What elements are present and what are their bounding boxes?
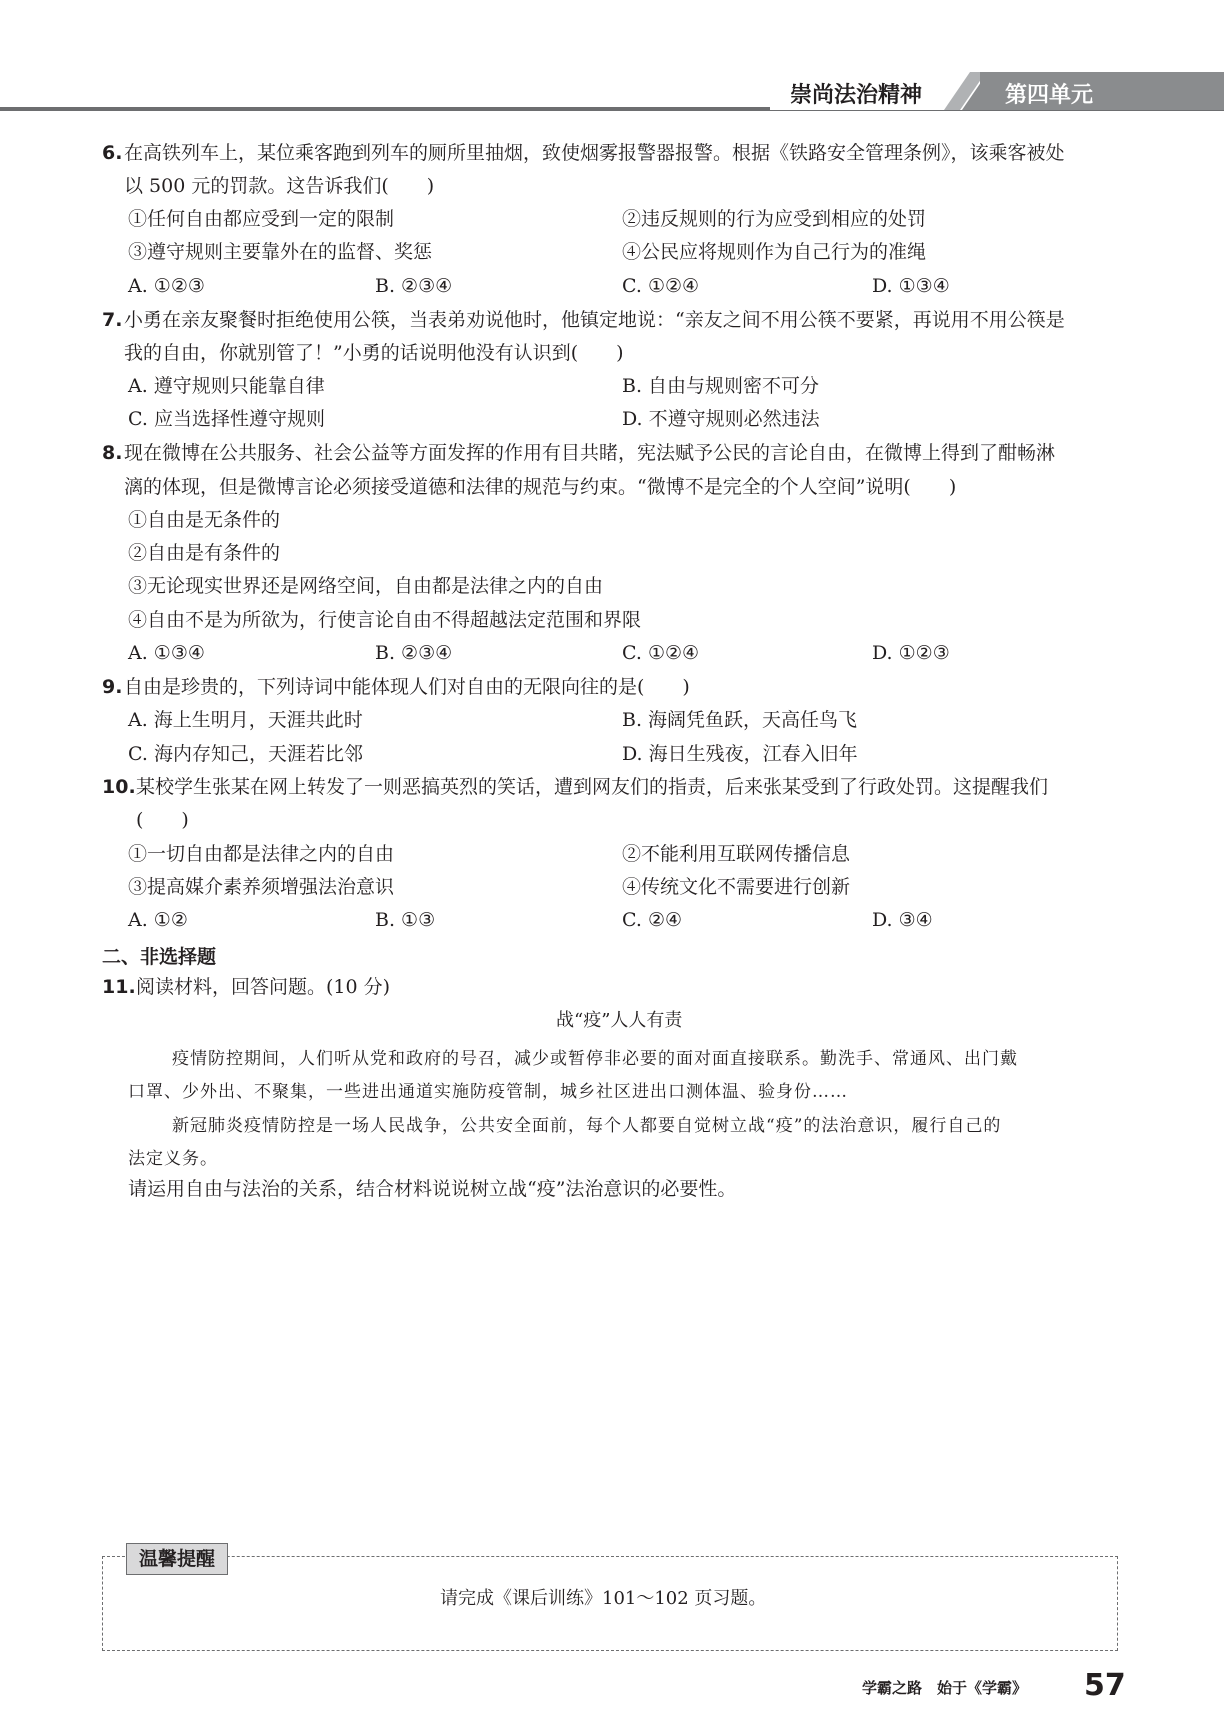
question-number: 7. <box>102 309 123 331</box>
question-number: 8. <box>102 442 123 464</box>
answer-blank: ( ) <box>136 809 189 831</box>
option-d: D. ①③④ <box>872 275 950 297</box>
question-stem-line: 漓的体现，但是微博言论必须接受道德和法律的规范与约束。“微博不是完全的个人空间”说明( ) <box>124 476 957 498</box>
statement: ④公民应将规则作为自己行为的准绳 <box>622 241 927 263</box>
question-stem-line: 小勇在亲友聚餐时拒绝使用公筷，当表弟劝说他时，他镇定地说：“亲友之间不用公筷不要紧，再说用不用公筷是 <box>124 309 1065 331</box>
question-prompt: 阅读材料，回答问题。(10 分) <box>136 976 391 998</box>
statement: ①任何自由都应受到一定的限制 <box>128 208 395 230</box>
question-stem-line: 某校学生张某在网上转发了一则恶搞英烈的笑话，遭到网友们的指责，后来张某受到了行政处罚。这提醒我们 <box>136 776 1049 798</box>
question-stem-line: 现在微博在公共服务、社会公益等方面发挥的作用有目共睹，宪法赋予公民的言论自由，在微博上得到了酣畅淋 <box>124 442 1056 464</box>
option-a: A. 遵守规则只能靠自律 <box>128 375 325 397</box>
material-line: 疫情防控期间，人们听从党和政府的号召，减少或暂停非必要的面对面直接联系。勤洗手、常通风、出门戴 <box>172 1049 1018 1069</box>
question-number: 6. <box>102 142 123 164</box>
question-number: 9. <box>102 676 123 698</box>
option-b: B. 自由与规则密不可分 <box>622 375 820 397</box>
option-b: B. ①③ <box>375 909 436 931</box>
option-d: D. 海日生残夜，江春入旧年 <box>622 743 858 765</box>
option-d: D. 不遵守规则必然违法 <box>622 408 820 430</box>
question-stem-line: 在高铁列车上，某位乘客跑到列车的厕所里抽烟，致使烟雾报警器报警。根据《铁路安全管理条例》，该乘客被处 <box>124 142 1065 164</box>
reminder-tab: 温馨提醒 <box>126 1543 228 1575</box>
option-a: A. 海上生明月，天涯共此时 <box>128 709 363 731</box>
option-d: D. ①②③ <box>872 642 950 664</box>
statement: ②不能利用互联网传播信息 <box>622 843 851 865</box>
material-line: 法定义务。 <box>128 1149 218 1169</box>
statement: ②违反规则的行为应受到相应的处罚 <box>622 208 927 230</box>
statement: ①一切自由都是法律之内的自由 <box>128 843 395 865</box>
statement: ③无论现实世界还是网络空间，自由都是法律之内的自由 <box>128 575 604 597</box>
footer-slogan: 学霸之路 始于《学霸》 <box>862 1679 1028 1697</box>
material-line: 口罩、少外出、不聚集，一些进出通道实施防疫管制，城乡社区进出口测体温、验身份…… <box>128 1082 848 1102</box>
material-line: 新冠肺炎疫情防控是一场人民战争，公共安全面前，每个人都要自觉树立战“疫”的法治意识，履行自己的 <box>172 1116 1002 1136</box>
option-d: D. ③④ <box>872 909 933 931</box>
statement: ④自由不是为所欲为，行使言论自由不得超越法定范围和界限 <box>128 609 642 631</box>
question-stem-line: 以 500 元的罚款。这告诉我们( ) <box>124 175 435 197</box>
header-topic: 崇尚法治精神 <box>790 83 923 108</box>
statement: ①自由是无条件的 <box>128 509 281 531</box>
option-b: B. ②③④ <box>375 275 453 297</box>
statement: ④传统文化不需要进行创新 <box>622 876 851 898</box>
option-a: A. ①③④ <box>128 642 205 664</box>
option-c: C. 应当选择性遵守规则 <box>128 408 325 430</box>
question-stem-line: 我的自由，你就别管了！”小勇的话说明他没有认识到( ) <box>124 342 624 364</box>
option-c: C. ①②④ <box>622 642 700 664</box>
page-number: 57 <box>1084 1668 1126 1703</box>
option-b: B. ②③④ <box>375 642 453 664</box>
header-unit: 第四单元 <box>1005 83 1094 108</box>
option-c: C. 海内存知己，天涯若比邻 <box>128 743 363 765</box>
question-number: 10. <box>102 776 136 798</box>
question-text: 请运用自由与法治的关系，结合材料说说树立战“疫”法治意识的必要性。 <box>128 1178 737 1200</box>
question-number: 11. <box>102 976 136 998</box>
option-c: C. ①②④ <box>622 275 700 297</box>
section-heading: 二、非选择题 <box>102 946 217 968</box>
material-title: 战“疫”人人有责 <box>556 1010 683 1031</box>
statement: ③提高媒介素养须增强法治意识 <box>128 876 395 898</box>
option-b: B. 海阔凭鱼跃，天高任鸟飞 <box>622 709 858 731</box>
statement: ②自由是有条件的 <box>128 542 281 564</box>
question-stem-line: 自由是珍贵的，下列诗词中能体现人们对自由的无限向往的是( ) <box>124 676 690 698</box>
option-a: A. ①②③ <box>128 275 205 297</box>
option-c: C. ②④ <box>622 909 683 931</box>
statement: ③遵守规则主要靠外在的监督、奖惩 <box>128 241 433 263</box>
option-a: A. ①② <box>128 909 188 931</box>
reminder-text: 请完成《课后训练》101～102 页习题。 <box>440 1588 767 1609</box>
